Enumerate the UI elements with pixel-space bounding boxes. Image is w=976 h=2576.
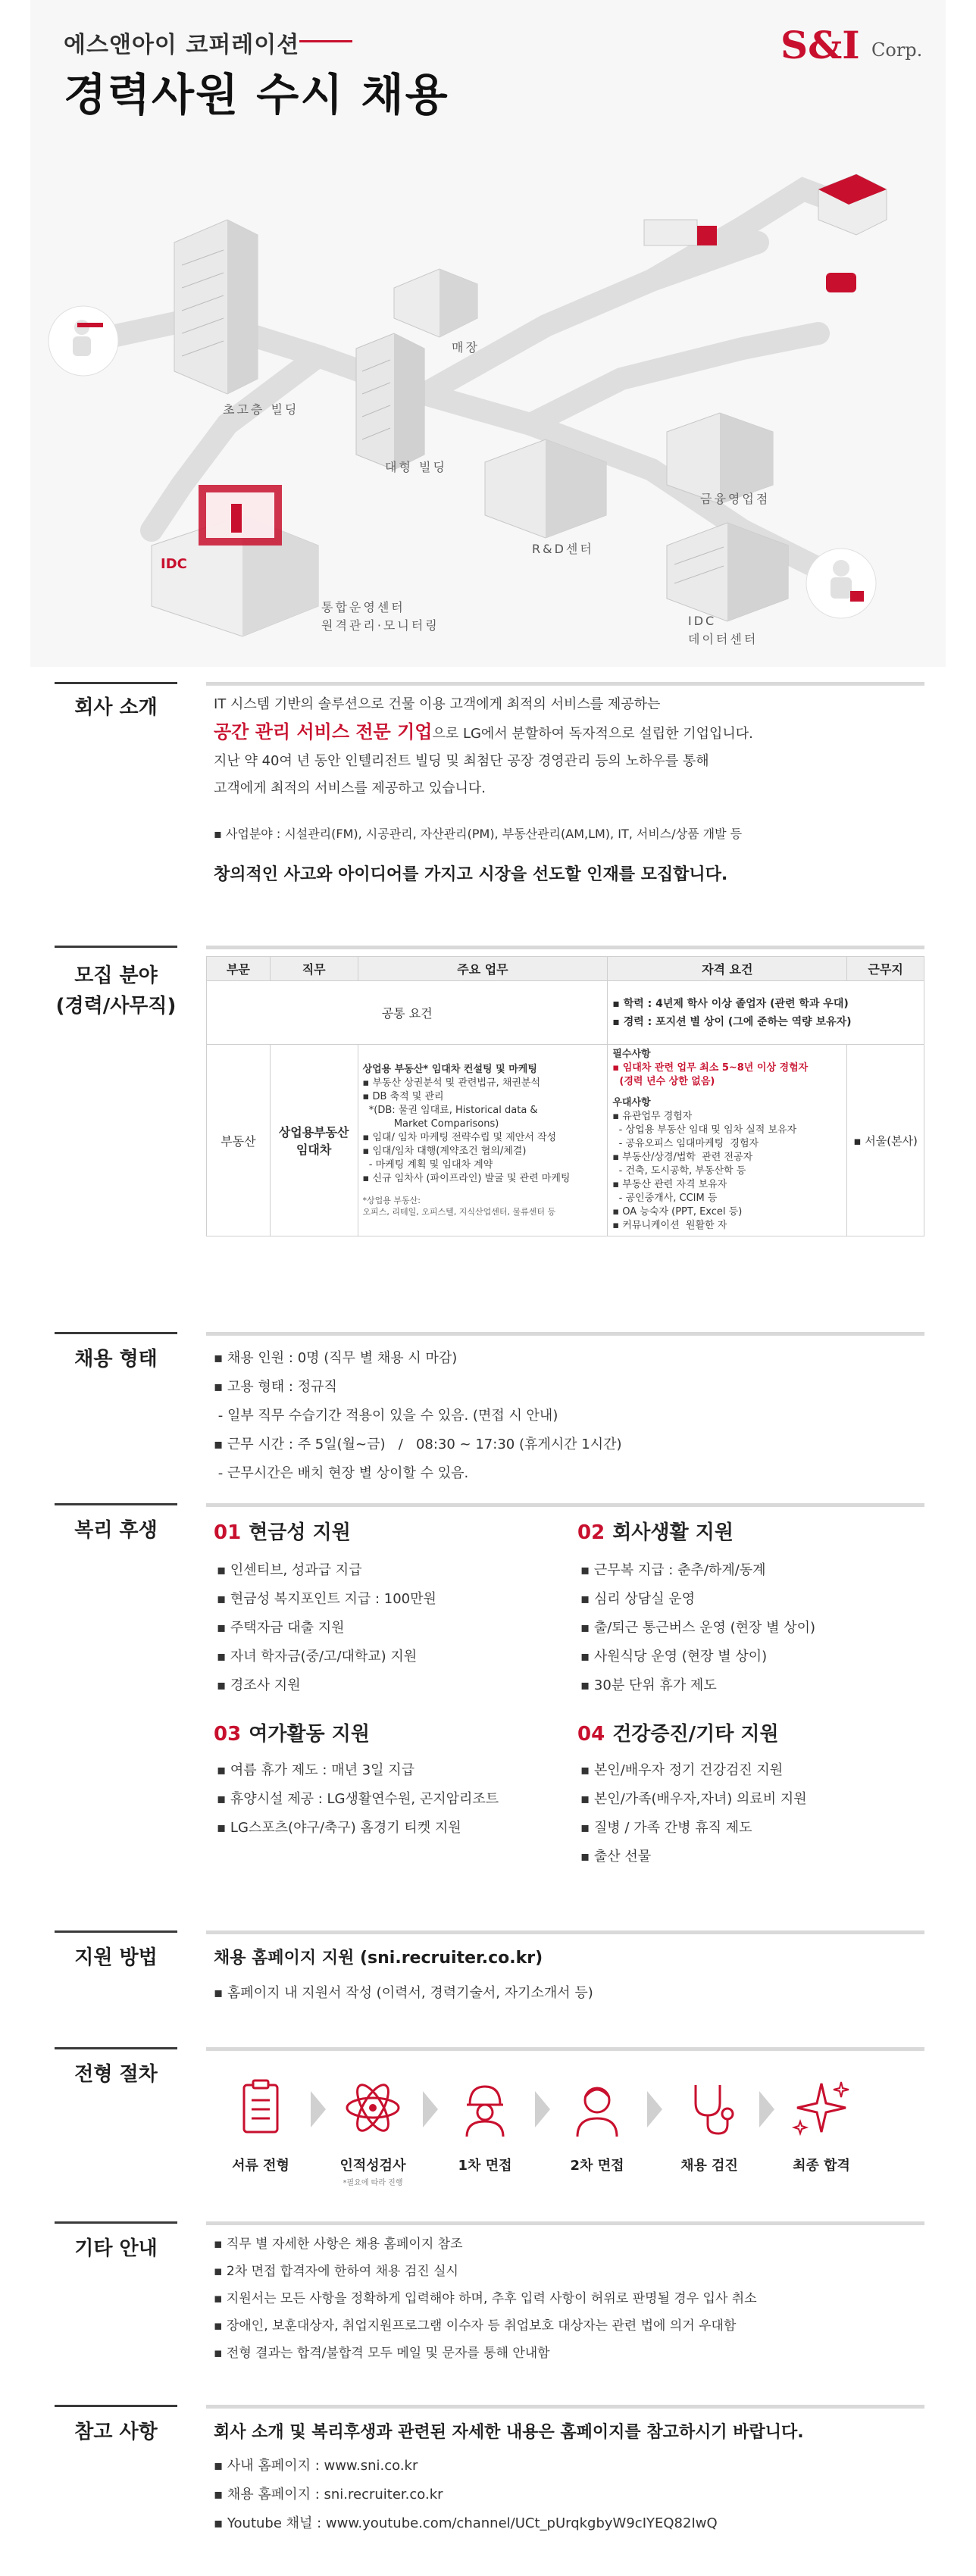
duty-item: ▪ 임대/임차 대행(계약조건 협의/체결) xyxy=(362,1146,527,1157)
step-label: 1차 면접 xyxy=(458,2158,512,2174)
duty-item: Market Comparisons) xyxy=(362,1118,499,1130)
section-title-intro: 회사 소개 xyxy=(74,696,158,719)
apply-body xyxy=(214,1944,593,2008)
list-item: ▪ 본인/가족(배우자,자녀) 의료비 지원 xyxy=(580,1791,807,1807)
duties-note-1: *상업용 부동산: xyxy=(362,1196,421,1205)
section-rule-right xyxy=(206,1503,924,1507)
label-high-rise: 초고층 빌딩 xyxy=(223,402,299,417)
req-pref-item: - 공유오피스 임대마케팅 경험자 xyxy=(612,1138,759,1149)
list-item: ▪ 30분 단위 휴가 제도 xyxy=(580,1677,717,1693)
list-item: ▪ 자녀 학자금(중/고/대학교) 지원 xyxy=(217,1649,418,1665)
section-rule-left xyxy=(55,1503,177,1505)
recruit-site-link[interactable]: ▪ 채용 홈페이지 : sni.recruiter.co.kr xyxy=(214,2487,443,2503)
interview-person-icon xyxy=(561,2071,633,2144)
intro-line4: 고객에게 최적의 서비스를 제공하고 있습니다. xyxy=(214,780,486,796)
common-req-2: ▪ 경력 : 포지션 별 상이 (그에 준하는 역량 보유자) xyxy=(612,1015,852,1028)
welfare-group-list xyxy=(580,1556,815,1700)
process-step xyxy=(664,2071,755,2174)
list-item: ▪ 휴양시설 제공 : LG생활연수원, 곤지암리조트 xyxy=(217,1791,499,1807)
req-pref-item: ▪ 부동산/상경/법학 관련 전공자 xyxy=(612,1152,753,1163)
intro-business: ▪ 사업분야 : 시설관리(FM), 시공관리, 자산관리(PM), 부동산관리(AM,LM), IT, 서비스/상품 개발 등 xyxy=(214,827,743,841)
welfare-group-name: 현금성 지원 xyxy=(249,1521,351,1544)
homepage-link[interactable]: ▪ 사내 홈페이지 : www.sni.co.kr xyxy=(214,2458,418,2474)
list-item: ▪ 지원서는 모든 사항을 정확하게 입력해야 하며, 추후 입력 사항이 허위로 판명될 경우 입사 취소 xyxy=(214,2291,757,2306)
intro-line3: 지난 약 40여 년 동안 인텔리전트 빌딩 및 최첨단 공장 경영관리 등의 노하우를 통해 xyxy=(214,753,709,769)
list-item: - 일부 직무 수습기간 적용이 있을 수 있음. (면접 시 안내) xyxy=(214,1408,558,1424)
section-rule-left xyxy=(55,2047,177,2049)
table-header: 근무지 xyxy=(847,957,924,981)
section-rule-left xyxy=(55,1332,177,1334)
intro-body xyxy=(214,691,926,889)
section-title-apply: 지원 방법 xyxy=(74,1946,158,1969)
logo-mark: S&I xyxy=(780,23,860,67)
intro-closing: 창의적인 사고와 아이디어를 가지고 시장을 선도할 인재를 모집합니다. xyxy=(214,865,728,884)
welfare-group-name: 회사생활 지원 xyxy=(612,1521,734,1544)
step-label: 채용 검진 xyxy=(680,2158,738,2174)
list-item: ▪ 채용 인원 : 0명 (직무 별 채용 시 마감) xyxy=(214,1350,458,1366)
section-rule-left xyxy=(55,2405,177,2407)
step-arrow-icon xyxy=(423,2091,438,2127)
title-accent-line xyxy=(299,40,352,42)
logo-corp-text: Corp. xyxy=(871,39,923,61)
list-item: ▪ 질병 / 가족 간병 휴직 제도 xyxy=(580,1820,752,1836)
step-label: 2차 면접 xyxy=(570,2158,624,2174)
welfare-group-list xyxy=(217,1756,499,1843)
table-header: 주요 업무 xyxy=(358,957,608,981)
label-idc xyxy=(688,612,758,649)
intro-highlight: 공간 관리 서비스 전문 기업 xyxy=(214,721,433,742)
person-right-icon xyxy=(806,549,876,618)
duty-item: 상업용 부동산* 임대차 컨설팅 및 마케팅 xyxy=(362,1064,537,1075)
company-name: 에스앤아이 코퍼레이션 xyxy=(64,32,300,58)
reference-body xyxy=(214,2418,804,2538)
list-item: ▪ 전형 결과는 합격/불합격 모두 메일 및 문자를 통해 안내함 xyxy=(214,2346,550,2361)
list-item: ▪ 경조사 지원 xyxy=(217,1677,301,1693)
section-rule-right xyxy=(206,1332,924,1336)
req-pref-item: ▪ 유관업무 경험자 xyxy=(612,1111,693,1122)
sni-corp-logo xyxy=(780,23,932,68)
youtube-channel-link[interactable]: ▪ Youtube 채널 : www.youtube.com/channel/UCt_pUrqkgbyW9cIYEQ82IwQ xyxy=(214,2515,718,2531)
common-req-1: ▪ 학력 : 4년제 학사 이상 졸업자 (관련 학과 우대) xyxy=(612,997,849,1010)
list-item: - 근무시간은 배치 현장 별 상이할 수 있음. xyxy=(214,1465,469,1481)
section-title-etc: 기타 안내 xyxy=(74,2237,158,2260)
section-rule-left xyxy=(55,2221,177,2224)
table-row-realestate xyxy=(207,1045,924,1236)
page-headline: 경력사원 수시 채용 xyxy=(64,69,449,120)
step-label: 최종 합격 xyxy=(793,2158,850,2174)
section-rule-left xyxy=(55,946,177,948)
list-item: ▪ LG스포츠(야구/축구) 홈경기 티켓 지원 xyxy=(217,1820,461,1836)
duty-item: ▪ 임대/ 임차 마케팅 전략수립 및 제안서 작성 xyxy=(362,1132,557,1143)
req-pref-title: 우대사항 xyxy=(612,1097,651,1108)
step-label: 서류 전형 xyxy=(232,2158,289,2174)
recruit-title-line1: 모집 분야 xyxy=(74,964,158,987)
welfare-group-title xyxy=(577,1718,779,1746)
job-cell xyxy=(270,1045,358,1236)
interview-person-helmet-icon xyxy=(449,2071,521,2144)
sparkle-final-pass-icon xyxy=(785,2071,858,2144)
label-rnd-center: R&D센터 xyxy=(532,542,594,556)
hero-section xyxy=(0,0,976,667)
document-review-icon xyxy=(224,2071,297,2144)
duty-item: *(DB: 물권 임대료, Historical data & xyxy=(362,1105,538,1116)
welfare-group-title xyxy=(214,1517,351,1545)
list-item: ▪ 여름 휴가 제도 : 매년 3일 지급 xyxy=(217,1762,415,1778)
table-header-row xyxy=(207,957,924,981)
table-row-common xyxy=(207,981,924,1045)
step-arrow-icon xyxy=(535,2091,550,2127)
list-item: ▪ 인센티브, 성과급 지급 xyxy=(217,1562,362,1578)
welfare-group-number: 02 xyxy=(577,1521,605,1544)
list-item: ▪ 사원식당 운영 (현장 별 상이) xyxy=(580,1649,768,1665)
location-cell: ▪ 서울(본사) xyxy=(847,1045,924,1236)
common-requirements xyxy=(608,981,924,1045)
section-rule-left xyxy=(55,682,177,684)
section-rule-left xyxy=(55,1930,177,1933)
welfare-group-title xyxy=(577,1517,734,1545)
section-title-process: 전형 절차 xyxy=(74,2063,158,2086)
welfare-group-number: 03 xyxy=(214,1723,242,1746)
common-label: 공통 요건 xyxy=(207,981,608,1045)
table-header: 부문 xyxy=(207,957,271,981)
duty-item: - 마케팅 계획 및 임대차 계약 xyxy=(362,1159,493,1171)
req-pref-item: - 건축, 도시공학, 부동산학 등 xyxy=(612,1165,746,1177)
list-item: ▪ 주택자금 대출 지원 xyxy=(217,1620,345,1636)
req-pref-item: ▪ OA 능숙자 (PPT, Excel 등) xyxy=(612,1206,743,1218)
section-rule-right xyxy=(206,1930,924,1934)
recruit-title-line2: (경력/사무직) xyxy=(55,995,177,1018)
label-idc-line1: IDC xyxy=(688,614,717,628)
intro-line2 xyxy=(214,718,926,748)
section-rule-right xyxy=(206,682,924,686)
label-ops-center-line2: 원격관리·모니터링 xyxy=(321,618,440,633)
step-arrow-icon xyxy=(647,2091,662,2127)
list-item: ▪ 직무 별 자세한 사항은 채용 홈페이지 참조 xyxy=(214,2237,463,2252)
section-title-recruit xyxy=(55,961,177,1021)
svg-text:IDC: IDC xyxy=(161,556,187,572)
process-step xyxy=(327,2071,418,2187)
process-step xyxy=(215,2071,306,2174)
req-pref-item: ▪ 부동산 관련 자격 보유자 xyxy=(612,1179,727,1190)
list-item: ▪ 출/퇴근 통근버스 운영 (현장 별 상이) xyxy=(580,1620,816,1636)
duties-cell xyxy=(358,1045,608,1236)
top-right-building-icon xyxy=(818,174,887,235)
req-pref-item: ▪ 커뮤니케이션 원활한 자 xyxy=(612,1220,727,1231)
list-item: ▪ 본인/배우자 정기 건강검진 지원 xyxy=(580,1762,784,1778)
welfare-group-list xyxy=(217,1556,436,1700)
apply-main: 채용 홈페이지 지원 (sni.recruiter.co.kr) xyxy=(214,1949,543,1968)
req-must-item: ▪ 임대차 관련 업무 최소 5~8년 이상 경험자 xyxy=(612,1062,809,1074)
step-arrow-icon xyxy=(311,2091,326,2127)
step-label: 인적성검사 xyxy=(339,2158,406,2174)
etc-list xyxy=(214,2231,757,2367)
process-step xyxy=(552,2071,643,2174)
list-item: ▪ 2차 면접 합격자에 한하여 채용 검진 실시 xyxy=(214,2264,458,2279)
high-rise-building-icon xyxy=(174,220,258,394)
duty-item: ▪ DB 축적 및 관리 xyxy=(362,1091,444,1102)
list-item: ▪ 현금성 복지포인트 지급 : 100만원 xyxy=(217,1591,436,1607)
welfare-group-name: 건강증진/기타 지원 xyxy=(612,1723,779,1746)
section-rule-right xyxy=(206,2047,924,2051)
step-note: *필요에 따라 진행 xyxy=(343,2179,403,2187)
truck-icon xyxy=(644,220,717,245)
list-item: ▪ 출산 선물 xyxy=(580,1849,652,1865)
duty-item: ▪ 부동산 상권분석 및 관련법규, 채권분석 xyxy=(362,1077,541,1089)
table-header: 직무 xyxy=(270,957,358,981)
label-store: 매장 xyxy=(452,340,480,355)
person-left-icon xyxy=(48,306,118,376)
intro-line2-rest: 으로 LG에서 분할하여 독자적으로 설립한 기업입니다. xyxy=(432,726,753,742)
section-title-employment: 채용 형태 xyxy=(74,1348,158,1371)
aptitude-test-icon xyxy=(336,2071,409,2144)
welfare-group-list xyxy=(580,1756,807,1871)
intro-line1: IT 시스템 기반의 솔루션으로 건물 이용 고객에게 최적의 서비스를 제공하는 xyxy=(214,696,661,712)
welfare-group-title xyxy=(214,1718,370,1746)
label-idc-line2: 데이터센터 xyxy=(688,632,759,646)
label-ops-center-line1: 통합운영센터 xyxy=(321,600,405,614)
duties-note-2: 오피스, 리테일, 오피스텔, 지식산업센터, 물류센터 등 xyxy=(362,1207,556,1217)
welfare-group-number: 04 xyxy=(577,1723,605,1746)
job-line2: 임대차 xyxy=(296,1143,332,1157)
step-arrow-icon xyxy=(759,2091,774,2127)
req-pref-item: - 상업용 부동산 임대 및 임차 실적 보유자 xyxy=(612,1124,797,1136)
large-building-icon xyxy=(356,333,424,470)
list-item: ▪ 고용 형태 : 정규직 xyxy=(214,1379,337,1395)
recruit-table xyxy=(206,956,924,1236)
welfare-group-name: 여가활동 지원 xyxy=(249,1723,370,1746)
label-large-building: 대형 빌딩 xyxy=(385,460,447,474)
process-step xyxy=(440,2071,530,2174)
requirements-cell xyxy=(608,1045,847,1236)
section-title-welfare: 복리 후생 xyxy=(74,1519,158,1542)
dept-cell: 부동산 xyxy=(207,1045,271,1236)
section-title-reference: 참고 사항 xyxy=(74,2421,158,2443)
reference-main: 회사 소개 및 복리후생과 관련된 자세한 내용은 홈페이지를 참고하시기 바랍니다. xyxy=(214,2423,804,2442)
process-step xyxy=(776,2071,867,2174)
phone-icon xyxy=(826,273,856,292)
apply-detail: ▪ 홈페이지 내 지원서 작성 (이력서, 경력기술서, 자기소개서 등) xyxy=(214,1985,593,2001)
section-rule-right xyxy=(206,2221,924,2225)
label-ops-center xyxy=(321,599,440,635)
req-must-title: 필수사항 xyxy=(612,1049,651,1060)
req-pref-item: - 공인중개사, CCIM 등 xyxy=(612,1193,718,1204)
list-item: ▪ 근무복 지급 : 춘추/하계/동계 xyxy=(580,1562,766,1578)
employment-list xyxy=(214,1344,622,1488)
section-rule-right xyxy=(206,946,924,949)
welfare-group-number: 01 xyxy=(214,1521,242,1544)
table-header: 자격 요건 xyxy=(608,957,847,981)
list-item: ▪ 장애인, 보훈대상자, 취업지원프로그램 이수자 등 취업보호 대상자는 관련 법에 의거 우대함 xyxy=(214,2318,737,2334)
req-must-item: (경력 년수 상한 없음) xyxy=(612,1076,715,1087)
job-line1: 상업용부동산 xyxy=(278,1125,349,1140)
section-rule-right xyxy=(206,2405,924,2409)
duty-item: ▪ 신규 임차사 (파이프라인) 발굴 및 관련 마케팅 xyxy=(362,1173,571,1184)
list-item: ▪ 심리 상담실 운영 xyxy=(580,1591,696,1607)
label-finance: 금융영업점 xyxy=(700,492,771,506)
store-building-icon xyxy=(394,269,477,337)
list-item: ▪ 근무 시간 : 주 5일(월~금) / 08:30 ~ 17:30 (휴게시간 1시간) xyxy=(214,1436,622,1452)
stethoscope-icon xyxy=(673,2071,746,2144)
